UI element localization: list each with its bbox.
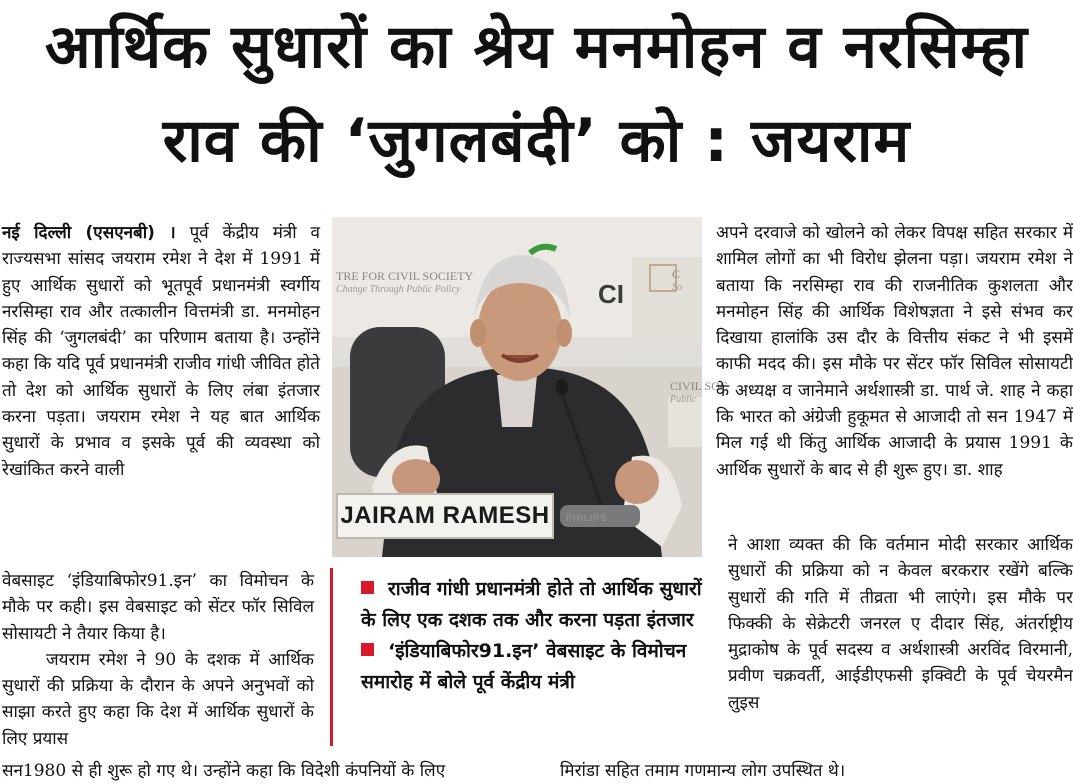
article-column-left-top [2,220,320,568]
banner-right-title: CIVIL SOC [670,379,728,393]
nameplate: JAIRAM RAMESH [336,493,554,539]
banner-text-far-right [672,267,682,293]
article-right-bottom-text: ने आशा व्यक्त की कि वर्तमान मोदी सरकार आर्थिक सुधारों की प्रक्रिया को न केवल बरकरार रखेंगे बल्कि सुधारों की गति में तीव्रता भी लाएंगे। इस मौके पर फिक्की के सेक्रेटरी जनरल ए दीदार सिंह, अंतर्राष्ट्रीय मुद्राकोष के पूर्व सदस्य व अर्थशास्त्री अरविंद विरमानी, प्रवीण चक्रवर्ती, आईडीएफसी इक्विटी के पूर्व चेयरमैन लुइस [728,535,1073,713]
callout-box [330,568,712,746]
article-paragraph-1 [2,220,320,483]
article-column-right [716,220,1073,558]
article-left-bottom-paragraph-2: जयराम रमेश ने 90 के दशक में आर्थिक सुधारों की प्रक्रिया के दौरान के अपने अनुभवों को साझा करते हुए कहा कि देश में आर्थिक सुधारों के लिए प्रयास [2,649,314,749]
banner-far-right-title: C [672,267,681,281]
callout-item-1-text: राजीव गांधी प्रधानमंत्री होते तो आर्थिक सुधारों के लिए एक दशक तक और करना पड़ता इंतजार [361,578,702,631]
headline-line-2: राव की ‘जुगलबंदी’ को : जयराम [162,106,911,176]
article-left-top-text: पूर्व केंद्रीय मंत्री व राज्यसभा सांसद जयराम रमेश ने देश में 1991 में हुए आर्थिक सुधारों को भूतपूर्व प्रधानमंत्री स्वर्गीय नरसिम्हा राव और तत्कालीन वित्तमंत्री डा. मनमोहन सिंह की ‘जुगलबंदी’ का परिणाम बताया है। उन्होंने कहा कि यदि पूर्व प्रधानमंत्री राजीव गांधी जीवित होते तो देश को आर्थिक सुधारों के लिए लंबा इंतजार करना पड़ता। जयराम रमेश ने यह बात आर्थिक सुधारों के प्रभाव व इसके पूर्व की व्यवस्था को रेखांकित करने वाली [2,223,321,480]
banner-org-name: TRE FOR CIVIL SOCIETY [336,269,474,283]
banner-text-left [336,269,473,295]
news-photo [332,217,728,557]
article-left-bottom-paragraph-1: वेबसाइट ‘इंडियाबिफोर91.इन’ का विमोचन के मौके पर कही। इस वेबसाइट को सेंटर फॉर सिविल सोसायटी ने तैयार किया है। [2,571,314,644]
article-bottom-right-line: मिरांडा सहित तमाम गणमान्य लोग उपस्थित थे। [560,761,846,781]
article-column-right-bottom [728,532,1073,768]
bullet-square-icon [361,643,374,656]
bullet-square-icon [361,581,374,594]
mic-brand: PHILIPS [566,513,608,523]
headline [0,0,1073,205]
article-right-top-text: अपने दरवाजे को खोलने को लेकर विपक्ष सहित सरकार में शामिल लोगों का भी विरोध झेलना पड़ा। जयराम रमेश ने बताया कि नरसिम्हा राव की राजनीतिक कुशलता और मनमोहन सिंह की आर्थिक विशेषज्ञता ने इसे संभव कर दिखाया हालांकि उस दौर के वित्तीय संकट ने भी इसमें काफी मदद की। इस मौके पर सेंटर फॉर सिविल सोसायटी के अध्यक्ष व जानेमाने अर्थशास्त्री डा. पार्थ जे. शाह ने कहा कि भारत को अंग्रेजी हुकूमत से आजादी तो सन 1947 में मिल गई थी किंतु आर्थिक आजादी के प्रयास 1991 के आर्थिक सुधारों के बाद से ही शुरू हुए। डा. शाह [716,223,1073,480]
article-bottom-left-line: सन1980 से ही शुरू हो गए थे। उन्होंने कहा कि विदेशी कंपनियों के लिए [2,761,446,781]
headline-line-1: आर्थिक सुधारों का श्रेय मनमोहन व नरसिम्हा [44,12,1029,82]
banner-far-right-sub: So [672,282,682,293]
dateline: नई दिल्ली (एसएनबी) । [2,223,176,243]
banner-right-sub: Public [670,394,697,405]
banner-org-tagline: Change Through Public Policy [336,284,461,295]
banner-logo: CI [598,279,624,309]
article-column-left-bottom [2,568,314,758]
callout-item-2 [361,636,712,698]
callout-item-1 [361,574,712,636]
callout-item-2-text: ‘इंडियाबिफोर91.इन’ वेबसाइट के विमोचन समारोह में बोले पूर्व केंद्रीय मंत्री [361,640,687,693]
